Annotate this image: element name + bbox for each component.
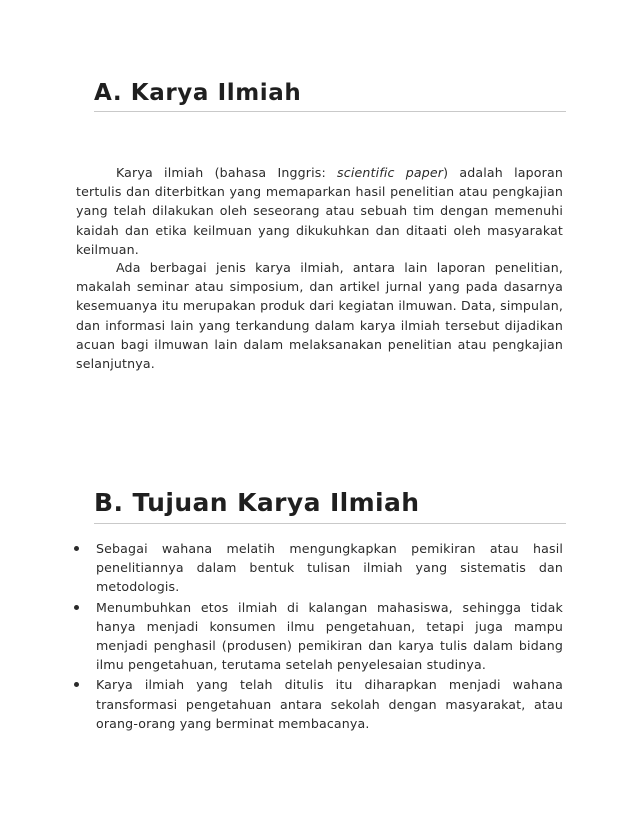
bullet-icon (74, 605, 79, 610)
section-a-paragraph-2: Ada berbagai jenis karya ilmiah, antara lain laporan penelitian, makalah seminar atau simposium, dan artikel jurnal yang pada dasarnya kesemuanya itu merupakan produk dari kegiatan ilmuwan. Data, simpulan, dan informasi lain yang terkandung dalam karya ilmiah tersebut dijadikan acuan bagi ilmuwan lain dalam melaksanakan penelitian atau pengkajian selanjutnya. (76, 260, 563, 372)
bullet-icon (74, 546, 79, 551)
section-b-heading: B. Tujuan Karya Ilmiah (94, 488, 566, 524)
section-a-paragraph-1 (76, 163, 563, 259)
bullet-text: Karya ilmiah yang telah ditulis itu diharapkan menjadi wahana transformasi pengetahuan antara sekolah dengan masyarakat, atau orang-orang yang berminat membacanya. (96, 677, 563, 731)
paragraph-1-italic-term: scientific paper (337, 165, 444, 180)
bullet-icon (74, 682, 79, 687)
list-item (96, 598, 563, 675)
section-a-heading: A. Karya Ilmiah (94, 80, 566, 112)
list-item (96, 539, 563, 597)
bullet-text: Menumbuhkan etos ilmiah di kalangan mahasiswa, sehingga tidak hanya menjadi konsumen ilmu pengetahuan, tetapi juga mampu menjadi penghasil (produsen) pemikiran dan karya tulis dalam bidang ilmu pengetahuan, terutama setelah penyelesaian studinya. (96, 599, 563, 673)
bullet-text: Sebagai wahana melatih mengungkapkan pemikiran atau hasil penelitiannya dalam bentuk tulisan ilmiah yang sistematis dan metodologis. (96, 541, 563, 595)
section-b-bullet-list (96, 539, 563, 734)
paragraph-1-text-start: Karya ilmiah (bahasa Inggris: (116, 165, 338, 180)
list-item (96, 675, 563, 733)
paragraph-1-text-end: ) adalah laporan tertulis dan diterbitkan yang memaparkan hasil penelitian atau pengkajian yang telah dilakukan oleh seseorang atau sebuah tim dengan memenuhi kaidah dan etika keilmuan yang dikukuhkan dan ditaati oleh masyarakat keilmuan. (76, 165, 563, 257)
